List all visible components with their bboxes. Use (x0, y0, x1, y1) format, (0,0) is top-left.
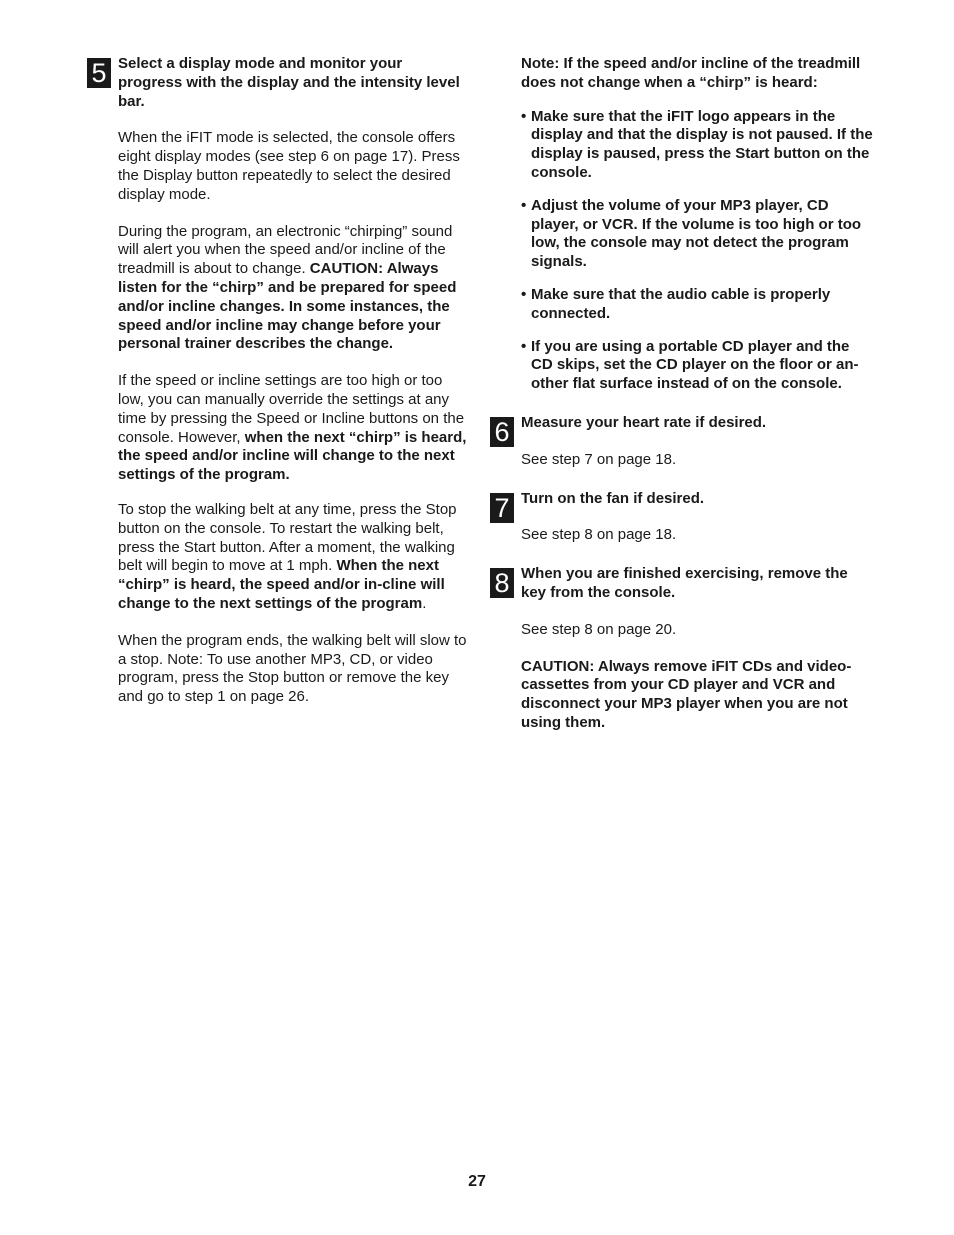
step-5-paragraph-1: When the iFIT mode is selected, the console offers eight display modes (see step 6 on page 17). Press the Display button repeatedly to select the desired display mode. (118, 129, 460, 203)
step-6-number: 6 (490, 417, 514, 447)
step-5-paragraph-3: If the speed or incline settings are too high or too low, you can manually override the settings at any time by pressing the Speed or Incline buttons on the console. However, when the next “chirp” is heard, the speed and/or incline will change to the next settings of the program. (118, 372, 467, 484)
page-number: 27 (468, 1173, 486, 1190)
chirp-note (490, 55, 875, 394)
step-8-body: See step 8 on page 20. (521, 620, 677, 638)
note-heading: Note: If the speed and/or incline of the treadmill does not change when a “chirp” is heard: (521, 55, 861, 91)
step-6 (490, 414, 875, 470)
step-7-body: See step 8 on page 18. (521, 526, 677, 544)
step-8 (490, 565, 875, 733)
list-item: • Make sure that the audio cable is properly connected. (521, 285, 831, 322)
right-column (490, 55, 875, 733)
step-5-heading: Select a display mode and monitor your progress with the display and the intensity level bar. (118, 55, 460, 110)
list-item: • If you are using a portable CD player and the CD skips, set the CD player on the floor or an-other flat surface instead of on the console. (521, 337, 859, 393)
step-7 (490, 490, 875, 546)
step-5-paragraph-4: To stop the walking belt at any time, press the Stop button on the console. To restart the walking belt, press the Start button. After a moment, the walking belt will begin to move at 1 mph. When the next “chirp” is heard, the speed and/or in-cline will change to the next settings of the program. (118, 500, 457, 612)
step-6-heading: Measure your heart rate if desired. (521, 413, 767, 431)
step-7-number: 7 (490, 493, 514, 523)
note-list (521, 108, 875, 394)
step-5 (87, 55, 467, 707)
step-8-number: 8 (490, 568, 514, 598)
list-item: • Make sure that the iFIT logo appears in the display and that the display is not paused. If the display is paused, press the Start button on the console. (521, 107, 873, 181)
step-8-caution: CAUTION: Always remove iFIT CDs and video-cassettes from your CD player and VCR and disconnect your MP3 player when you are not using them. (521, 657, 852, 731)
step-6-body: See step 7 on page 18. (521, 450, 677, 468)
list-item: • Adjust the volume of your MP3 player, CD player, or VCR. If the volume is too high or too low, the console may not detect the program signals. (521, 196, 862, 271)
step-5-number: 5 (87, 58, 111, 88)
step-7-heading: Turn on the fan if desired. (521, 489, 705, 507)
step-5-paragraph-5: When the program ends, the walking belt will slow to a stop. Note: To use another MP3, CD, or video program, press the Stop button or remove the key and go to step 1 on page 26. (118, 631, 467, 706)
step-8-heading: When you are finished exercising, remove the key from the console. (521, 565, 848, 601)
chirp-change-note-2: When the next “chirp” is heard, the speed and/or in-cline will change to the next settings of the program (118, 557, 445, 612)
left-column (87, 55, 467, 707)
step-5-paragraph-2: During the program, an electronic “chirping” sound will alert you when the speed and/or incline of the treadmill is about to change. CAUTION: Always listen for the “chirp” and be prepared for speed and/or incline changes. In some instances, the speed and/or incline may change before your personal trainer describes the change. (118, 222, 457, 353)
chirp-change-note: when the next “chirp” is heard, the speed and/or incline will change to the next settings of the program. (118, 428, 467, 484)
caution-chirp: CAUTION: Always listen for the “chirp” and be prepared for speed and/or incline changes. In some instances, the speed and/or incline may change before your personal trainer describes the change. (118, 260, 457, 353)
